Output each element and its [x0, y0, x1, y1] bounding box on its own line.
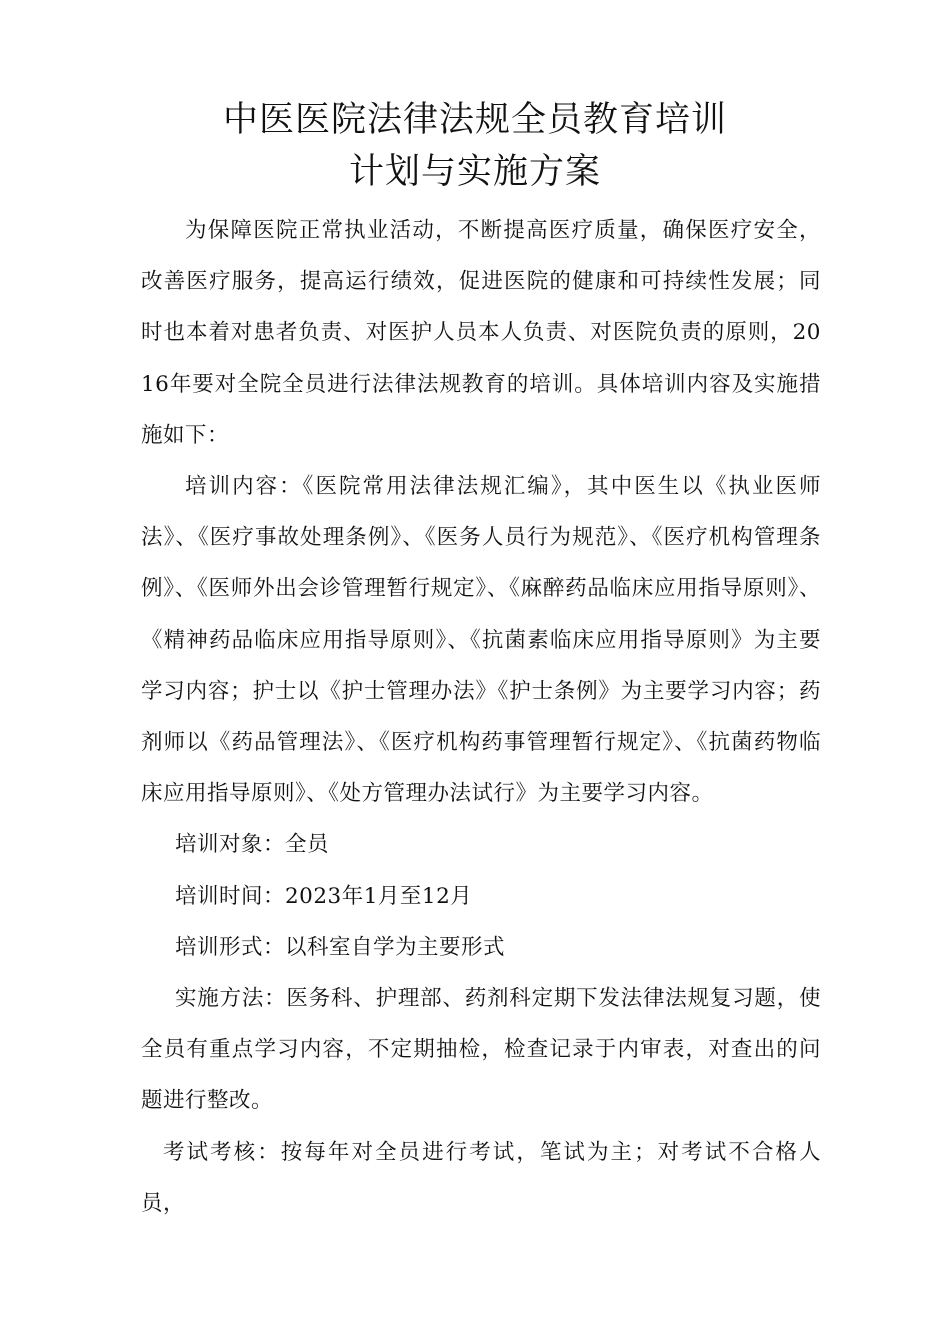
training-form-line: 培训形式：以科室自学为主要形式: [175, 934, 506, 960]
document-title-line1: 中医医院法律法规全员教育培训: [222, 100, 727, 140]
document-body: [141, 205, 821, 1229]
document-title-line2: 计划与实施方案: [348, 152, 601, 192]
implementation-method-paragraph: 实施方法：医务科、护理部、药剂科定期下发法律法规复习题，使全员有重点学习内容，不定期抽检，检查记录于内审表，对查出的问题进行整改。: [141, 986, 821, 1114]
training-time-line: 培训时间：2023年1月至12月: [175, 883, 473, 909]
training-target-line: 培训对象：全员: [175, 832, 330, 858]
exam-assessment-paragraph: 考试考核：按每年对全员进行考试，笔试为主；对考试不合格人员，: [141, 1139, 821, 1216]
intro-paragraph: 为保障医院正常执业活动，不断提高医疗质量，确保医疗安全，改善医疗服务，提高运行绩效，促进医院的健康和可持续性发展；同时也本着对患者负责、对医护人员本人负责、对医院负责的原则，2016年要对全院全员进行法律法规教育的培训。具体培训内容及实施措施如下：: [141, 218, 821, 448]
training-content-paragraph: 培训内容：《医院常用法律法规汇编》，其中医生以《执业医师法》、《医疗事故处理条例》、《医务人员行为规范》、《医疗机构管理条例》、《医师外出会诊管理暂行规定》、《麻醉药品临床应用指导原则》、《精神药品临床应用指导原则》、《抗菌素临床应用指导原则》为主要学习内容；护士以《护士管理办法》《护士条例》为主要学习内容；药剂师以《药品管理法》、《医疗机构药事管理暂行规定》、《抗菌药物临床应用指导原则》、《处方管理办法试行》为主要学习内容。: [141, 474, 821, 807]
